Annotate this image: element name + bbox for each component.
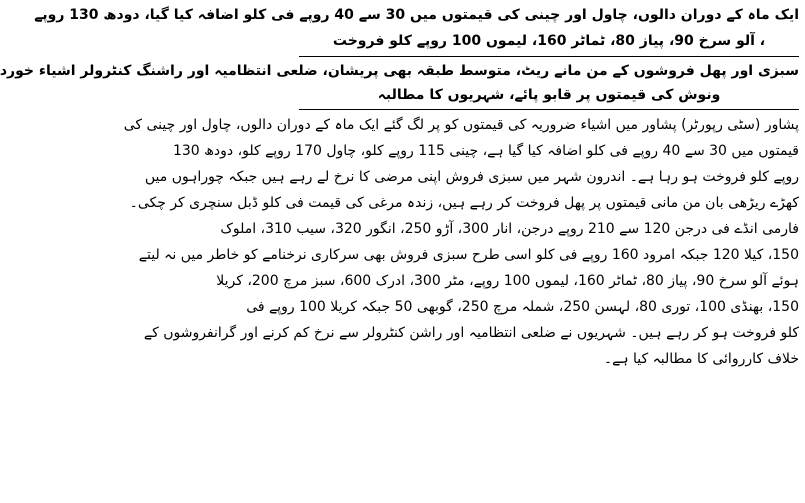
headline-line: ، آلو سرخ 90، پیاز 80، ٹماٹر 160، لیموں 100 روپے کلو فروخت: [332, 33, 766, 49]
body-line: پشاور (سٹی رپورٹر) پشاور میں اشیاء ضروریہ کی قیمتوں کو پر لگ گئے ایک ماہ کے دوران دالوں، چاول اور چینی کی: [123, 117, 799, 133]
body-line: قیمتوں میں 30 سے 40 روپے فی کلو اضافہ کیا گیا ہے، چینی 115 روپے کلو، چاول 170 روپے کلو، دودھ 130: [172, 143, 799, 159]
divider-top: [299, 56, 799, 57]
subheadline-line: سبزی اور پھل فروشوں کے من مانے ریٹ، متوسط طبقہ بھی پریشان، ضلعی انتظامیہ اور راشنگ کنٹرولر اشیاء خورد: [0, 63, 799, 79]
body-line: فارمی انڈے فی درجن 120 سے 210 روپے درجن، انار 300، آڑو 250، انگور 320، سیب 310، املوک: [220, 221, 799, 237]
body-line: کلو فروخت ہو کر رہے ہیں۔ شہریوں نے ضلعی انتظامیہ اور راشن کنٹرولر سے نرخ کم کرنے اور گرانفروشوں کے: [143, 325, 799, 341]
body-line: خلاف کارروائی کا مطالبہ کیا ہے۔: [603, 351, 799, 367]
divider-bottom: [299, 109, 799, 110]
article-body: [123, 112, 799, 372]
body-line: 150، بھنڈی 100، توری 80، لہسن 250، شملہ مرچ 250، گوبھی 50 جبکہ کریلا 100 روپے فی: [246, 299, 799, 315]
subheadline: [0, 59, 799, 107]
headline-line: ایک ماہ کے دوران دالوں، چاول اور چینی کی قیمتوں میں 30 سے 40 روپے فی کلو اضافہ کیا گیا، دودھ 130 روپے: [34, 7, 799, 23]
body-line: کھڑے ریڑھی بان من مانی قیمتوں پر پھل فروخت کر رہے ہیں، زندہ مرغی کی قیمت فی کلو ڈبل سنچری کر چکی۔: [129, 195, 799, 211]
body-line: 150، کیلا 120 جبکہ امرود 160 روپے فی کلو اسی طرح سبزی فروش بھی سرکاری نرخنامے کو خاطر میں نہ لیتے: [138, 247, 799, 263]
headline: [34, 2, 799, 54]
subheadline-line: ونوش کی قیمتوں پر قابو پائے، شہریوں کا مطالبہ: [377, 87, 721, 103]
body-line: ہوئے آلو سرخ 90، پیاز 80، ٹماٹر 160، لیموں 100 روپے، مٹر 300، ادرک 600، سبز مرچ 200، کریلا: [216, 273, 799, 289]
body-line: روپے کلو فروخت ہو رہا ہے۔ اندرون شہر میں سبزی فروش اپنی مرضی کا نرخ لے رہے ہیں جبکہ چوراہوں میں: [144, 169, 799, 185]
